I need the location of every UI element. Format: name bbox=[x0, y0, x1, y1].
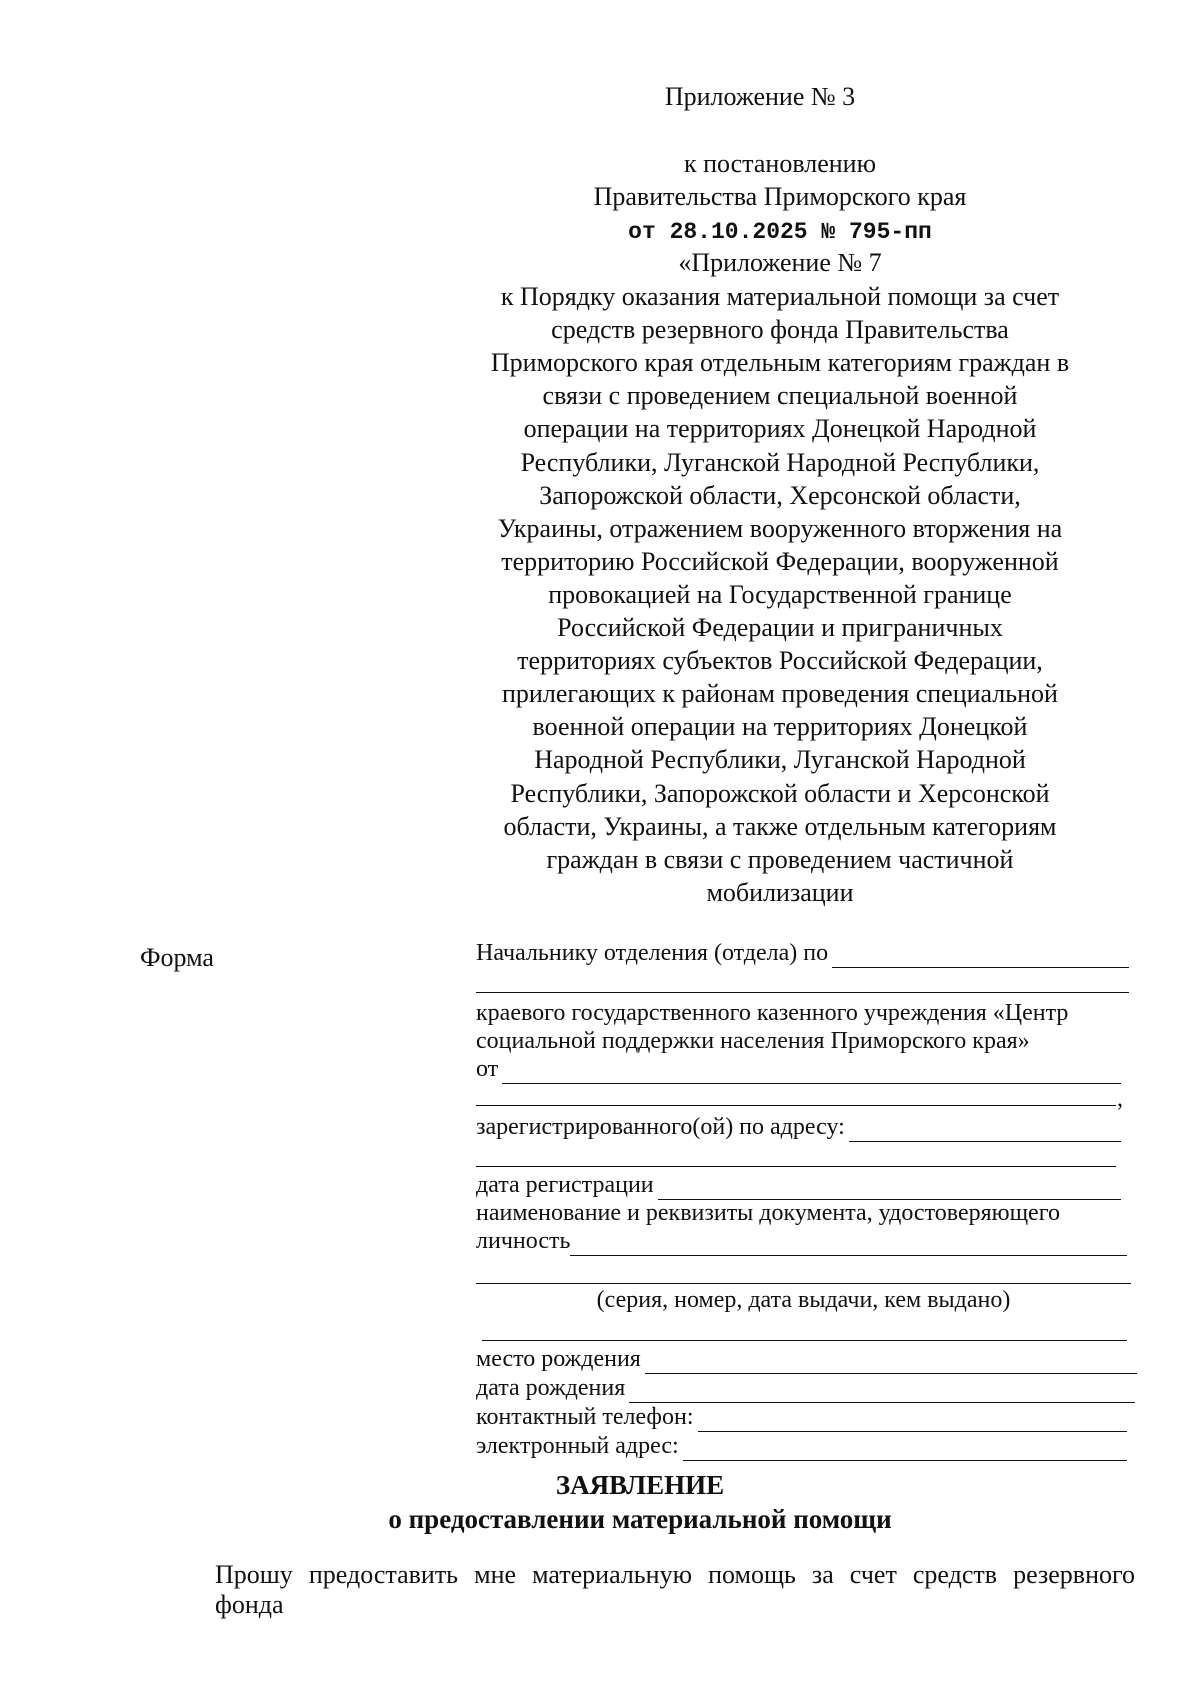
from-label: от bbox=[476, 1056, 499, 1082]
address-line[interactable] bbox=[849, 1119, 1121, 1142]
resolution-line-1: к постановлению bbox=[683, 149, 877, 178]
applicant-name-continuation-line[interactable] bbox=[476, 1105, 1116, 1106]
order-title-line: Народной Республики, Луганской Народной bbox=[534, 745, 1026, 775]
email-line[interactable] bbox=[683, 1438, 1127, 1461]
date-number-stamp: от 28.10.2025 № 795-пп bbox=[628, 219, 932, 245]
birth-date-label: дата рождения bbox=[476, 1375, 626, 1401]
order-title-line: провокацией на Государственной границе bbox=[548, 579, 1012, 609]
order-title-line: области, Украины, а также отдельным категориям bbox=[503, 811, 1057, 841]
applicant-name-line[interactable] bbox=[502, 1061, 1121, 1084]
head-of-department-field[interactable] bbox=[476, 938, 1129, 968]
order-title-line: территорию Российской Федерации, вооруженной bbox=[501, 546, 1059, 576]
order-title-line: Российской Федерации и приграничных bbox=[557, 613, 1003, 642]
form-label: Форма bbox=[140, 943, 214, 972]
order-title-line: связи с проведением специальной военной bbox=[542, 381, 1018, 411]
order-title-line: граждан в связи с проведением частичной bbox=[546, 844, 1014, 874]
registration-date-label: дата регистрации bbox=[476, 1172, 654, 1198]
head-of-department-line[interactable] bbox=[832, 945, 1129, 968]
phone-field[interactable] bbox=[476, 1402, 1127, 1432]
order-title-line: Украины, отражением вооруженного вторжения на bbox=[497, 513, 1063, 543]
appendix-number: Приложение № 3 bbox=[664, 82, 856, 111]
order-title-line: территориях субъектов Российской Федерации, bbox=[517, 646, 1043, 676]
phone-line[interactable] bbox=[698, 1409, 1128, 1432]
order-title-line: мобилизации bbox=[706, 877, 854, 907]
appendix-7-heading: «Приложение № 7 bbox=[678, 248, 882, 277]
address-label: зарегистрированного(ой) по адресу: bbox=[476, 1114, 845, 1140]
identity-label: личность bbox=[476, 1228, 571, 1254]
birth-date-field[interactable] bbox=[476, 1373, 1135, 1403]
comma-mark: , bbox=[1117, 1086, 1123, 1112]
birth-place-line[interactable] bbox=[645, 1351, 1137, 1374]
institution-line-1: краевого государственного казенного учреждения «Центр bbox=[476, 1000, 1069, 1026]
email-field[interactable] bbox=[476, 1431, 1127, 1461]
birth-date-line[interactable] bbox=[629, 1380, 1135, 1403]
statement-title: ЗАЯВЛЕНИЕ bbox=[555, 1470, 725, 1500]
resolution-line-2: Правительства Приморского края bbox=[593, 182, 967, 211]
institution-line-2: социальной поддержки населения Приморского края» bbox=[476, 1028, 1030, 1054]
applicant-name-field[interactable] bbox=[476, 1054, 1121, 1084]
order-title-line: прилегающих к районам проведения специальной bbox=[502, 679, 1058, 709]
id-hint: (серия, номер, дата выдачи, кем выдано) bbox=[596, 1287, 1011, 1313]
order-title-line: Запорожской области, Херсонской области, bbox=[539, 480, 1021, 510]
identity-field[interactable] bbox=[476, 1226, 1127, 1256]
order-title-line: военной операции на территориях Донецкой bbox=[532, 712, 1028, 742]
order-title-line: к Порядку оказания материальной помощи за счет bbox=[500, 282, 1060, 311]
statement-body: Прошу предоставить мне материальную помощь за счет средств резервного фонда bbox=[215, 1560, 1135, 1619]
order-title-line: Республики, Запорожской области и Херсонской bbox=[510, 778, 1050, 808]
id-document-text: наименование и реквизиты документа, удостоверяющего bbox=[476, 1200, 1060, 1226]
phone-label: контактный телефон: bbox=[476, 1404, 694, 1430]
identity-line[interactable] bbox=[570, 1233, 1127, 1256]
registration-date-line[interactable] bbox=[658, 1177, 1121, 1200]
order-title-line: Республики, Луганской Народной Республики, bbox=[520, 447, 1040, 477]
email-label: электронный адрес: bbox=[476, 1433, 679, 1459]
order-title-line: операции на территориях Донецкой Народной bbox=[523, 414, 1037, 444]
identity-continuation-line[interactable] bbox=[476, 1283, 1131, 1284]
order-title-line: Приморского края отдельным категориям граждан в bbox=[490, 348, 1070, 378]
head-of-department-label: Начальнику отделения (отдела) по bbox=[476, 940, 829, 966]
id-details-line[interactable] bbox=[482, 1340, 1127, 1341]
address-continuation-line[interactable] bbox=[476, 1166, 1116, 1167]
birth-place-label: место рождения bbox=[476, 1346, 641, 1372]
department-continuation-line[interactable] bbox=[476, 992, 1129, 993]
order-title-line: средств резервного фонда Правительства bbox=[551, 315, 1009, 345]
registration-date-field[interactable] bbox=[476, 1170, 1121, 1200]
address-field[interactable] bbox=[476, 1112, 1121, 1142]
statement-subtitle: о предоставлении материальной помощи bbox=[388, 1504, 892, 1534]
birth-place-field[interactable] bbox=[476, 1344, 1137, 1374]
